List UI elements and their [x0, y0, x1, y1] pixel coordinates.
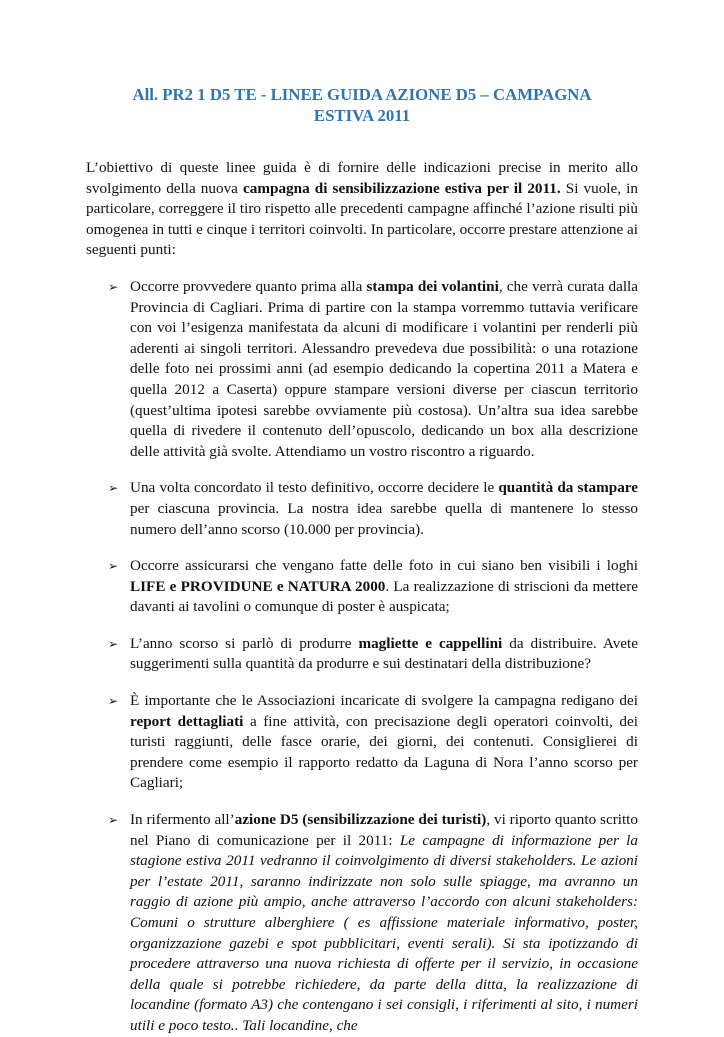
- intro-text-1: L’obiettivo di queste linee guida è di fornire delle indicazioni precise in merito allo svolgimento della nuova: [86, 159, 638, 197]
- arrow-bullet-icon: ➢: [108, 813, 119, 828]
- intro-paragraph: [86, 158, 638, 261]
- point-text: a fine attività, con precisazione degli operatori coinvolti, dei turisti raggiunti, delle fasce orarie, dei giorni, dei contenuti. Consiglierei di prendere come esempio il rapporto redatto da Laguna di Nora l’anno scorso per Cagliari;: [130, 712, 638, 792]
- title-line-1: All. PR2 1 D5 TE - LINEE GUIDA AZIONE D5 – CAMPAGNA: [132, 85, 592, 104]
- arrow-bullet-icon: ➢: [108, 559, 119, 574]
- point-bold: magliette e cappellini: [358, 634, 503, 652]
- point-text: , vi riporto quanto scritto nel Piano di comunicazione per il 2011:: [130, 811, 638, 849]
- point-text: È importante che le Associazioni incaricate di svolgere la campagna redigano dei: [130, 692, 638, 710]
- point-text: per ciascuna provincia. La nostra idea sarebbe quella di mantenere lo stesso numero dell’anno scorso (10.000 per provincia).: [130, 499, 638, 538]
- point-italic-quote: Le campagne di informazione per la stagione estiva 2011 vedranno il coinvolgimento di diversi stakeholders. Le azioni per l’estate 2011, saranno indirizzate non solo sulle spiagge, ma avranno un raggio di azione più ampio, anche attraverso l’accordo con alcuni stakeholders: Comuni o strutture alberghiere ( es affissione materiale informativo, poster, organizzazione gazebi e spot pubblicitari, eventi serali). Si sta ipotizzando di procedere attraverso una nuova richiesta di offerte per il servizio, in occasione della quale si potrebbe richiedere, da parte della ditta, la realizzazione di locandine (formato A3) che contengano i sei consigli, i riferimenti al sito, i numeri utili e poco testo.. Tali locandine, che: [130, 831, 638, 1034]
- arrow-bullet-icon: ➢: [108, 636, 119, 651]
- point-text: In rifermento all’: [130, 811, 235, 829]
- point-text: L’anno scorso si parlò di produrre: [130, 634, 359, 652]
- point-text: , che verrà curata dalla Provincia di Cagliari. Prima di partire con la stampa vorremmo tuttavia verificare con voi l’esigenza manifestata da alcuni di modificare i volantini per renderli più aderenti ai singoli territori. Alessandro prevedeva due possibilità: o una rotazione delle foto nei prossimi anni (ad esempio dedicando la copertina 2011 a Matera e quella 2012 a Caserta) oppure stampare versioni diverse per ciascun territorio (quest’ultima ipotesi sarebbe ovviamente più costosa). Un’altra sua idea sarebbe quella di rivedere il contenuto dell’opuscolo, dedicando un box alla descrizione delle attività già svolte. Attendiamo un vostro riscontro a riguardo.: [130, 277, 638, 460]
- intro-text-2: Si vuole, in particolare, correggere il tiro rispetto alle precedenti campagne affinché l’azione risulti più omogenea in tutti e cinque i territori coinvolti. In particolare, occorre prestare attenzione ai seguenti punti:: [86, 179, 639, 259]
- point-text: da distribuire. Avete suggerimenti sulla quantità da produrre e sui destinatari della distribuzione?: [130, 634, 638, 673]
- point-bold: report dettagliati: [130, 712, 244, 730]
- list-item: [86, 810, 638, 1037]
- list-item: [86, 634, 638, 675]
- list-item: [86, 478, 638, 540]
- point-bold: LIFE e PROVIDUNE e NATURA 2000: [130, 577, 386, 595]
- document-title: [86, 84, 638, 126]
- point-bold: quantità da stampare: [498, 479, 638, 497]
- list-item: [86, 277, 638, 462]
- point-text: . La realizzazione di striscioni da mettere davanti ai tavolini o comunque di poster è auspicata;: [130, 577, 638, 616]
- list-item: [86, 691, 638, 794]
- point-bold: azione D5 (sensibilizzazione dei turisti): [234, 811, 487, 829]
- points-list: [86, 277, 638, 1037]
- point-text: Occorre provvedere quanto prima alla: [130, 277, 367, 295]
- arrow-bullet-icon: ➢: [108, 481, 119, 496]
- intro-bold: campagna di sensibilizzazione estiva per il 2011.: [243, 179, 561, 197]
- list-item: [86, 556, 638, 618]
- title-line-2: ESTIVA 2011: [313, 106, 411, 125]
- point-text: Occorre assicurarsi che vengano fatte delle foto in cui siano ben visibili i loghi: [130, 557, 638, 575]
- point-text: Una volta concordato il testo definitivo, occorre decidere le: [130, 479, 499, 497]
- arrow-bullet-icon: ➢: [108, 694, 119, 709]
- arrow-bullet-icon: ➢: [108, 279, 119, 294]
- point-bold: stampa dei volantini: [366, 277, 499, 295]
